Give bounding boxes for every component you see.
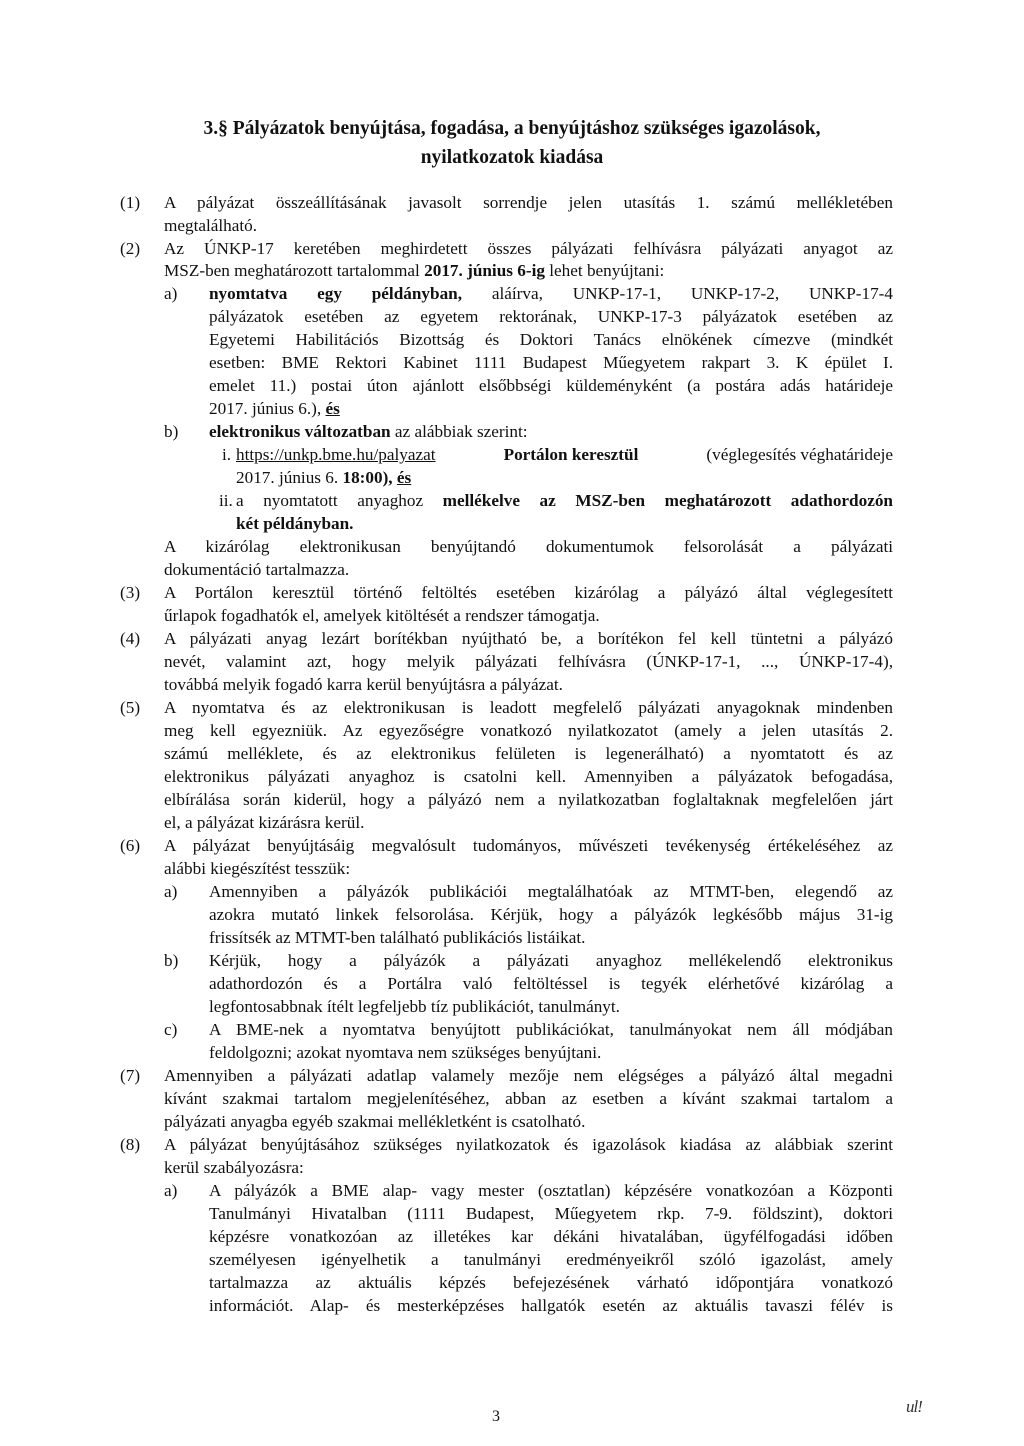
text-line: A pályázat benyújtásához szükséges nyilatkozatok és igazolások kiadása az alábbiak szerint	[164, 1135, 893, 1154]
text-span: MSZ-ben meghatározott tartalommal	[164, 261, 425, 280]
text-span: lehet benyújtani:	[544, 261, 665, 280]
paragraph-number: (6)	[120, 836, 141, 855]
text-line: megtalálható.	[164, 216, 258, 235]
text-line: Az ÚNKP-17 keretében meghirdetett összes pályázati felhívásra pályázati anyagot az	[164, 239, 893, 258]
text-line: legfontosabbnak ítélt legfeljebb tíz publikációt, tanulmányt.	[209, 997, 620, 1016]
list-label: a)	[164, 1181, 178, 1200]
text-span: a nyomtatott anyaghoz	[236, 491, 443, 510]
list-label: b)	[164, 951, 179, 970]
text-line: pályázatok esetében az egyetem rektorának, UNKP-17-3 pályázatok esetében az	[209, 307, 893, 326]
text-line: emelet 11.) postai úton ajánlott elsőbbségi küldeményként (a postára adás határideje	[209, 376, 893, 395]
list-label: a)	[164, 882, 178, 901]
text-line	[164, 260, 664, 282]
text-line: elektronikus pályázati anyaghoz is csatolni kell. Amennyiben a pályázatok befogadása,	[164, 767, 893, 786]
text-line: esetben: BME Rektori Kabinet 1111 Budapest Műegyetem rakpart 3. K épület I.	[209, 353, 893, 372]
text-span: 2017. június 6.),	[209, 399, 326, 418]
paragraph-number: (2)	[120, 239, 141, 258]
emphasis: elektronikus változatban	[209, 422, 391, 441]
list-label: ii.	[219, 491, 233, 510]
text-line: két példányban.	[236, 514, 354, 533]
text-line: információt. Alap- és mesterképzéses hallgatók esetén az aktuális tavaszi félév is	[209, 1296, 893, 1315]
paragraph-number: (1)	[120, 193, 141, 212]
text-line: személyesen igényelhetik a tanulmányi eredményeikről szóló igazolást, amely	[209, 1250, 893, 1269]
text-line: A Portálon keresztül történő feltöltés esetében kizárólag a pályázó által véglegesített	[164, 583, 893, 602]
emphasis: mellékelve az MSZ-ben meghatározott adathordozón	[442, 491, 893, 510]
text-span: 2017. június 6.	[236, 468, 343, 487]
list-label: i.	[222, 445, 232, 464]
text-line: meg kell egyezniük. Az egyezőségre vonatkozó nyilatkozatot (amely a jelen utasítás 2.	[164, 721, 893, 740]
text-line	[236, 490, 893, 512]
emphasis: Portálon keresztül	[503, 445, 639, 464]
text-line: Amennyiben a pályázók publikációi megtalálhatóak az MTMT-ben, elegendő az	[209, 882, 893, 901]
paragraph-number: (4)	[120, 629, 141, 648]
emphasis: 18:00),	[342, 468, 397, 487]
text-line: tartalmazza az aktuális képzés befejezésének várható időpontjára vonatkozó	[209, 1273, 893, 1292]
text-line: A kizárólag elektronikusan benyújtandó dokumentumok felsorolását a pályázati	[164, 537, 893, 556]
text-line: kerül szabályozásra:	[164, 1158, 304, 1177]
text-line	[209, 283, 893, 305]
text-line: Tanulmányi Hivatalban (1111 Budapest, Műegyetem rkp. 7-9. földszint), doktori	[209, 1204, 893, 1223]
text-line: dokumentáció tartalmazza.	[164, 560, 350, 579]
list-label: c)	[164, 1020, 178, 1039]
text-line: adathordozón és a Portálra való feltöltéssel is tegyék elérhetővé kizárólag a	[209, 974, 893, 993]
paragraph-number: (8)	[120, 1135, 141, 1154]
text-line	[236, 467, 411, 489]
text-line: A pályázók a BME alap- vagy mester (osztatlan) képzésére vonatkozóan a Központi	[209, 1181, 893, 1200]
section-title-line-1: 3.§ Pályázatok benyújtása, fogadása, a benyújtáshoz szükséges igazolások,	[203, 118, 821, 139]
text-line: A pályázati anyag lezárt borítékban nyújtható be, a borítékon fel kell tüntetni a pályázó	[164, 629, 893, 648]
text-line: képzésre vonatkozóan az illetékes kar dékáni hivatalában, ügyfélfogadási időben	[209, 1227, 893, 1246]
emphasis: nyomtatva egy példányban,	[209, 284, 463, 303]
text-line: továbbá melyik fogadó karra kerül benyújtásra a pályázat.	[164, 675, 563, 694]
text-line: azokra mutató linkek felsorolása. Kérjük, hogy a pályázók legkésőbb május 31-ig	[209, 905, 893, 924]
list-label: a)	[164, 284, 178, 303]
list-label: b)	[164, 422, 179, 441]
text-line: frissítsék az MTMT-ben található publikációs listáikat.	[209, 928, 586, 947]
paragraph-number: (3)	[120, 583, 141, 602]
text-line: A pályázat benyújtásáig megvalósult tudományos, művészeti tevékenység értékeléséhez az	[164, 836, 893, 855]
text-span: aláírva, UNKP-17-1, UNKP-17-2, UNKP-17-4	[462, 284, 893, 303]
section-title-line-2: nyilatkozatok kiadása	[420, 147, 604, 168]
text-line: alábbi kiegészítést tesszük:	[164, 859, 351, 878]
text-line: nevét, valamint azt, hogy melyik pályázati felhívásra (ÚNKP-17-1, ..., ÚNKP-17-4),	[164, 652, 893, 671]
text-line: el, a pályázat kizárásra kerül.	[164, 813, 365, 832]
text-line: Kérjük, hogy a pályázók a pályázati anyaghoz mellékelendő elektronikus	[209, 951, 893, 970]
emphasis: és	[325, 399, 340, 418]
page-number: 3	[492, 1408, 500, 1425]
portal-link[interactable]: https://unkp.bme.hu/palyazat	[236, 445, 436, 464]
text-line	[209, 398, 340, 420]
text-line: Egyetemi Habilitációs Bizottság és Doktori Tanács elnökének címezve (mindkét	[209, 330, 893, 349]
text-line	[209, 421, 528, 443]
handwritten-initials: ul!	[906, 1397, 922, 1416]
text-line: Amennyiben a pályázati adatlap valamely mezője nem elégséges a pályázó által megadni	[164, 1066, 893, 1085]
text-line: A pályázat összeállításának javasolt sorrendje jelen utasítás 1. számú mellékletében	[164, 193, 893, 212]
text-line	[236, 444, 893, 466]
text-line: űrlapok fogadhatók el, amelyek kitöltését a rendszer támogatja.	[164, 606, 600, 625]
text-span: az alábbiak szerint:	[390, 422, 528, 441]
text-span: (véglegesítés véghatárideje	[706, 445, 893, 464]
paragraph-number: (5)	[120, 698, 141, 717]
text-line: kívánt szakmai tartalom megjelenítéséhez, abban az esetben a kívánt szakmai tartalom a	[164, 1089, 893, 1108]
text-line: elbírálása során kiderül, hogy a pályázó nem a nyilatkozatban foglaltaknak megfelelően járt	[164, 790, 893, 809]
text-line: számú melléklete, és az elektronikus felületen is legenerálható) a nyomtatott és az	[164, 744, 893, 763]
text-line: A BME-nek a nyomtatva benyújtott publikációkat, tanulmányokat nem áll módjában	[209, 1020, 893, 1039]
paragraph-number: (7)	[120, 1066, 141, 1085]
deadline-date: 2017. június 6-ig	[424, 261, 545, 280]
text-line: feldolgozni; azokat nyomtava nem szükséges benyújtani.	[209, 1043, 602, 1062]
emphasis: és	[396, 468, 412, 487]
text-line: A nyomtatva és az elektronikusan is leadott megfelelő pályázati anyagoknak mindenben	[164, 698, 893, 717]
text-line: pályázati anyagba egyéb szakmai mellékletként is csatolható.	[164, 1112, 586, 1131]
